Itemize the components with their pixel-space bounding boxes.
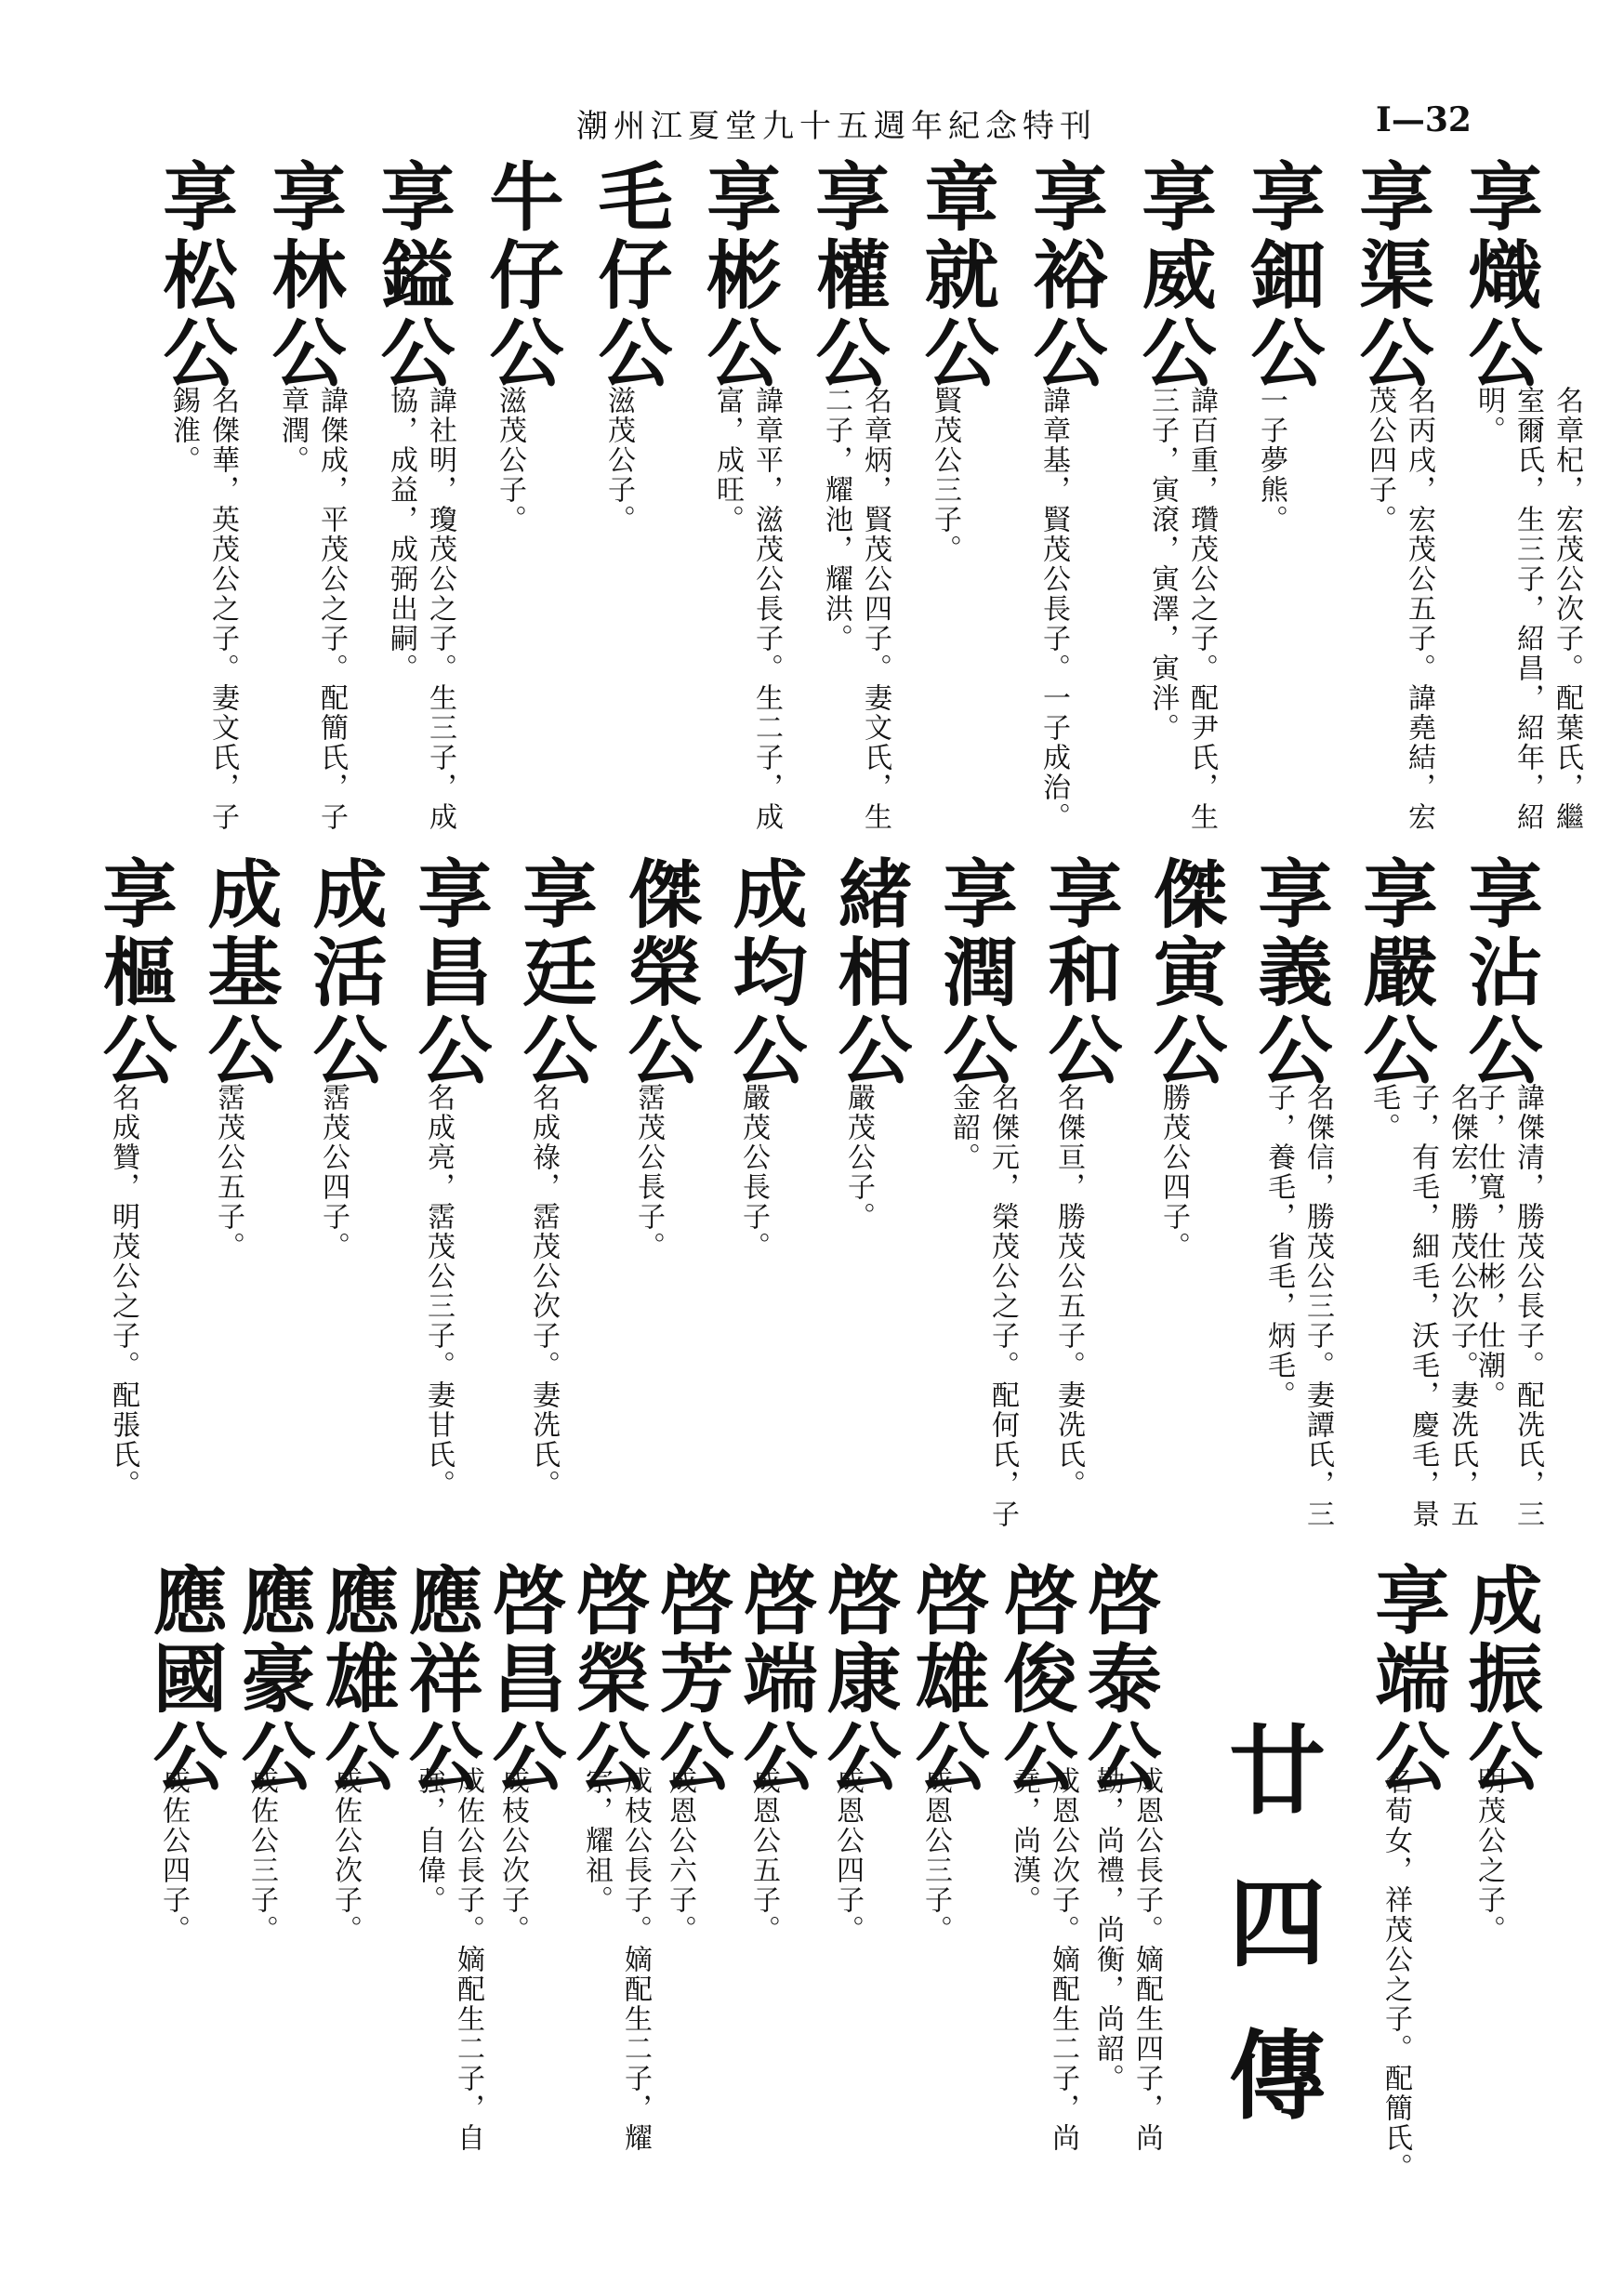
entry-note: 名成贊，明茂公之子。配張氏。	[107, 1083, 139, 1499]
entry-note: 名章杞，宏茂公次子。配葉氏，繼室爾氏，生三子，紹昌，紹年，紹明。	[1472, 386, 1583, 832]
entry-note: 明茂公之子。	[1472, 1766, 1505, 1945]
genealogy-entry	[195, 855, 292, 1525]
genealogy-entry	[615, 855, 712, 1525]
entry-note: 勝茂公四子。	[1157, 1083, 1190, 1261]
entry-note: 嚴茂公子。	[842, 1083, 875, 1232]
entry-note: 嚴茂公長子。	[737, 1083, 770, 1261]
genealogy-entry	[1036, 855, 1132, 1525]
entry-name: 享裕公	[1021, 158, 1108, 392]
entry-name: 毛仔公	[586, 158, 673, 392]
genealogy-entry	[477, 158, 574, 846]
genealogy-entry	[991, 1562, 1088, 2212]
genealogy-entry	[1363, 1562, 1459, 2212]
entry-name: 啓端公	[731, 1562, 818, 1796]
entry-note: 成枝公次子。	[496, 1766, 529, 1945]
entry-note: 名丙戌，宏茂公五子。諱堯結，宏茂公四子。	[1364, 386, 1435, 832]
entry-note: 名傑華，英茂公之子。妻文氏，子錫淮。	[167, 386, 239, 832]
entry-note: 成恩公長子。嫡配生四子，尚勤，尚禮，尚衡，尚韶。	[1091, 1766, 1163, 2153]
entry-name: 章就公	[912, 158, 999, 392]
entry-note: 成恩公次子。嫡配生二子，尚堯，尚漢。	[1008, 1766, 1079, 2153]
genealogy-entry	[1129, 158, 1226, 846]
entry-name: 成活公	[300, 855, 388, 1089]
entry-note: 成佐公三子。	[245, 1766, 278, 1945]
genealogy-entry	[1351, 855, 1478, 1529]
entry-name: 享渠公	[1347, 158, 1434, 392]
entry-name: 享端公	[1363, 1562, 1450, 1796]
entry-name: 啓榮公	[563, 1562, 651, 1796]
genealogy-band-2	[0, 855, 1624, 1529]
entry-note: 滋茂公子。	[494, 386, 526, 535]
genealogy-entry	[151, 158, 247, 846]
entry-name: 享林公	[259, 158, 347, 392]
entry-name: 享潤公	[931, 855, 1018, 1089]
entry-name: 啓昌公	[480, 1562, 567, 1796]
entry-note: 霑茂公長子。	[632, 1083, 665, 1261]
entry-name: 享嚴公	[1351, 855, 1438, 1089]
entry-name: 應雄公	[312, 1562, 400, 1796]
entry-name: 成基公	[195, 855, 283, 1089]
entry-note: 賢茂公三子。	[929, 386, 961, 564]
entry-name: 啓康公	[814, 1562, 902, 1796]
genealogy-entry	[825, 855, 922, 1525]
entry-note: 成恩公四子。	[831, 1766, 864, 1945]
entry-name: 傑寅公	[1141, 855, 1228, 1089]
genealogy-entry	[586, 158, 682, 846]
genealogy-entry	[368, 158, 465, 846]
genealogy-entry	[912, 158, 1009, 846]
entry-note: 名傑信，勝茂公三子。妻譚氏，三子，養毛，省毛，炳毛。	[1262, 1083, 1334, 1529]
entry-name: 牛仔公	[477, 158, 564, 392]
entry-name: 啓俊公	[991, 1562, 1078, 1796]
entry-note: 成枝公長子。嫡配生二子，耀宗，耀祖。	[580, 1766, 652, 2153]
entry-note: 霑茂公五子。	[212, 1083, 244, 1261]
entry-note: 名荀女，祥茂公之子。配簡氏。	[1380, 1766, 1412, 2183]
entry-note: 名傑元，榮茂公之子。配何氏，子金韶。	[947, 1083, 1019, 1529]
entry-note: 名章炳，賢茂公四子。妻文氏，生二子，耀池，耀洪。	[820, 386, 891, 832]
genealogy-entry	[903, 1562, 999, 2212]
entry-note: 成佐公次子。	[329, 1766, 362, 1945]
entry-name: 應豪公	[229, 1562, 316, 1796]
entry-name: 享熾公	[1456, 158, 1543, 392]
page-title: 潮州江夏堂九十五週年紀念特刊	[576, 108, 1097, 145]
entry-name: 享沾公	[1456, 855, 1543, 1089]
genealogy-band-3	[0, 1562, 1624, 2212]
genealogy-entry	[1456, 1562, 1552, 2212]
genealogy-entry	[1347, 158, 1444, 846]
genealogy-entry	[1456, 158, 1583, 846]
entry-name: 享彬公	[694, 158, 782, 392]
entry-name: 享松公	[151, 158, 238, 392]
genealogy-entry	[300, 855, 397, 1525]
entry-note: 名傑亘，勝茂公五子。妻冼氏。	[1052, 1083, 1085, 1499]
entry-note: 名傑宏，勝茂公次子。妻冼氏，五子，有毛，細毛，沃毛，慶毛，景毛。	[1367, 1083, 1478, 1529]
entry-name: 成均公	[720, 855, 808, 1089]
genealogy-entry	[814, 1562, 911, 2212]
genealogy-entry	[405, 855, 502, 1525]
entry-name: 啓芳公	[647, 1562, 734, 1796]
entry-name: 享廷公	[510, 855, 598, 1089]
entry-name: 享和公	[1036, 855, 1123, 1089]
entry-note: 諱傑成，平茂公之子。配簡氏，子章潤。	[276, 386, 348, 832]
entry-name: 享威公	[1129, 158, 1217, 392]
entry-note: 諱章基，賢茂公長子。一子成治。	[1037, 386, 1070, 832]
genealogy-entry	[720, 855, 817, 1525]
entry-name: 啓泰公	[1075, 1562, 1162, 1796]
genealogy-entry	[931, 855, 1027, 1529]
section-heading: 廿四傳	[1212, 1720, 1327, 2177]
genealogy-entry	[480, 1562, 576, 2212]
entry-name: 享鈿公	[1238, 158, 1326, 392]
entry-name: 傑榮公	[615, 855, 703, 1089]
entry-note: 諱百重，瓚茂公之子。配尹氏，生三子，寅滾，寅澤，寅泮。	[1146, 386, 1218, 832]
genealogy-entry	[694, 158, 791, 846]
genealogy-entry	[396, 1562, 493, 2212]
entry-note: 成恩公三子。	[919, 1766, 952, 1945]
genealogy-entry	[510, 855, 607, 1525]
genealogy-entry	[731, 1562, 827, 2212]
page-number: I—32	[1376, 100, 1472, 139]
entry-name: 享昌公	[405, 855, 493, 1089]
genealogy-entry	[90, 855, 187, 1525]
entry-name: 應國公	[140, 1562, 228, 1796]
genealogy-entry	[1246, 855, 1342, 1529]
entry-note: 成佐公四子。	[157, 1766, 190, 1945]
entry-name: 應祥公	[396, 1562, 483, 1796]
entry-note: 諱傑清，勝茂公長子。配冼氏，三子，仕寬，仕彬，仕潮。	[1472, 1083, 1544, 1529]
entry-note: 成恩公五子。	[747, 1766, 780, 1945]
entry-note: 名成亮，霑茂公三子。妻甘氏。	[422, 1083, 455, 1499]
entry-name: 享樞公	[90, 855, 178, 1089]
entry-note: 名成祿，霑茂公次子。妻冼氏。	[527, 1083, 560, 1499]
entry-name: 享權公	[803, 158, 891, 392]
entry-name: 成振公	[1456, 1562, 1543, 1796]
entry-note: 滋茂公子。	[602, 386, 635, 535]
genealogy-entry	[1021, 158, 1117, 846]
genealogy-entry	[647, 1562, 744, 2212]
genealogy-entry	[140, 1562, 237, 2212]
entry-note: 一子夢熊。	[1255, 386, 1287, 535]
genealogy-entry	[259, 158, 356, 846]
genealogy-entry	[229, 1562, 325, 2212]
genealogy-band-1	[0, 158, 1624, 846]
entry-name: 緒相公	[825, 855, 913, 1089]
genealogy-entry	[563, 1562, 660, 2212]
genealogy-entry	[1141, 855, 1237, 1525]
genealogy-entry	[1238, 158, 1335, 846]
page-header	[0, 100, 1624, 147]
genealogy-entry	[1075, 1562, 1171, 2212]
entry-note: 霑茂公四子。	[317, 1083, 350, 1261]
entry-note: 諱社明，瓊茂公之子。生三子，成協，成益，成弼出嗣。	[385, 386, 456, 832]
genealogy-entry	[312, 1562, 409, 2212]
entry-note: 諱章平，滋茂公長子。生二子，成富，成旺。	[711, 386, 783, 832]
entry-name: 享義公	[1246, 855, 1333, 1089]
entry-name: 享鎰公	[368, 158, 456, 392]
genealogy-entry	[803, 158, 900, 846]
entry-name: 啓雄公	[903, 1562, 990, 1796]
entry-note: 成佐公長子。嫡配生二子，自強，自偉。	[413, 1766, 484, 2153]
entry-note: 成恩公六子。	[664, 1766, 696, 1945]
